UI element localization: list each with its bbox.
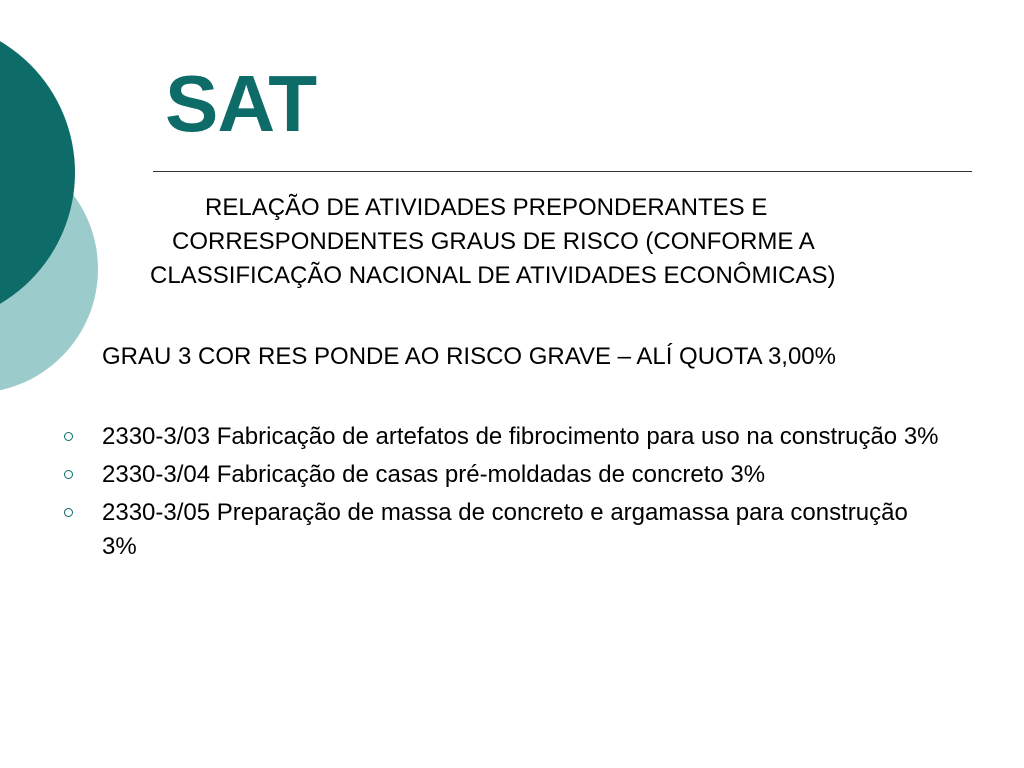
- intro-paragraph: [150, 191, 990, 293]
- list-item: [60, 496, 940, 564]
- intro-line: CORRESPONDENTES GRAUS DE RISCO (CONFORME A: [172, 228, 815, 255]
- intro-line: CLASSIFICAÇÃO NACIONAL DE ATIVIDADES ECONÔMICAS): [150, 262, 836, 289]
- hollow-circle-icon: [64, 432, 73, 441]
- list-item: [60, 420, 940, 454]
- risk-grade-text: GRAU 3 COR RES PONDE AO RISCO GRAVE – ALÍ QUOTA 3,00%: [102, 343, 836, 370]
- list-item-text: 2330-3/04 Fabricação de casas pré-moldadas de concreto 3%: [102, 461, 766, 488]
- title-divider: [153, 171, 972, 172]
- slide-title: SAT: [165, 59, 317, 148]
- list-item-text: 2330-3/03 Fabricação de artefatos de fibrocimento para uso na construção 3%: [102, 423, 939, 450]
- hollow-circle-icon: [64, 508, 73, 517]
- list-item-text: 2330-3/05 Preparação de massa de concreto e argamassa para construção 3%: [102, 499, 908, 560]
- intro-line: RELAÇÃO DE ATIVIDADES PREPONDERANTES E: [205, 194, 768, 221]
- activity-list: [60, 420, 940, 568]
- hollow-circle-icon: [64, 470, 73, 479]
- list-item: [60, 458, 940, 492]
